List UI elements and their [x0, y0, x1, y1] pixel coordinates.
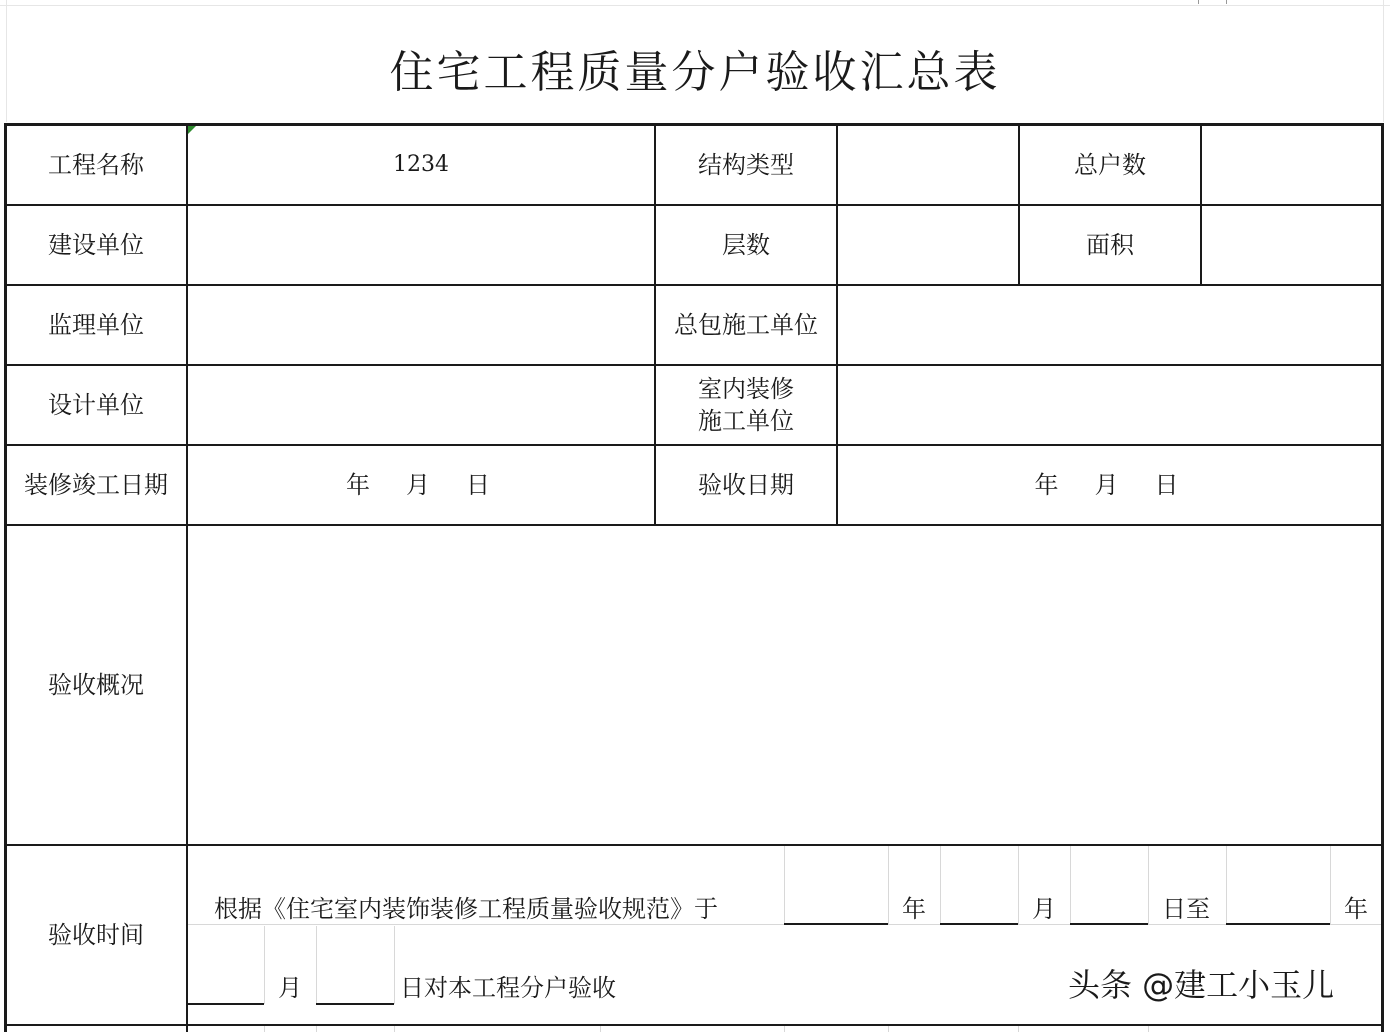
acceptance-date-label: 验收日期 [698, 471, 794, 499]
builder-value[interactable] [188, 206, 654, 284]
sheet-gridline [316, 1026, 317, 1032]
sheet-gridline [940, 846, 941, 924]
floors-value[interactable] [838, 206, 1018, 284]
sheet-gridline [264, 926, 265, 1004]
completion-date-value[interactable]: 年 月 日 [346, 471, 496, 499]
overview-value[interactable] [188, 526, 1381, 844]
sheet-gridline [394, 926, 395, 1004]
builder-label: 建设单位 [48, 231, 144, 259]
sheet-gridline [888, 1026, 889, 1032]
acceptance-time-prefix: 根据《住宅室内装饰装修工程质量验收规范》于 [214, 895, 718, 923]
blank-underline [1070, 923, 1148, 925]
interior-contractor-value[interactable] [838, 366, 1381, 444]
table-border-right [1381, 123, 1384, 1032]
row-divider [4, 844, 1384, 846]
acceptance-date-value[interactable]: 年 月 日 [1034, 471, 1185, 499]
interior-contractor-label-line1: 室内装修 [698, 375, 794, 403]
acceptance-time-label: 验收时间 [48, 921, 144, 949]
sheet-gridline [316, 926, 317, 1004]
interior-contractor-label-line2: 施工单位 [698, 407, 794, 435]
sheet-gridline [0, 5, 1390, 6]
sheet-gridline [1226, 846, 1227, 924]
overview-label: 验收概况 [48, 671, 144, 699]
general-contractor-value[interactable] [838, 286, 1381, 364]
project-name-label: 工程名称 [48, 151, 144, 179]
sheet-gridline [1226, 0, 1227, 4]
sheet-gridline [784, 846, 785, 924]
acceptance-time-day-to: 日至 [1162, 895, 1210, 923]
general-contractor-label: 总包施工单位 [674, 311, 818, 339]
floors-label: 层数 [722, 231, 770, 259]
page-title: 住宅工程质量分户验收汇总表 [389, 47, 1001, 98]
designer-value[interactable] [188, 366, 654, 444]
completion-date-label: 装修竣工日期 [24, 471, 168, 499]
acceptance-time-month: 月 [1032, 895, 1056, 923]
supervisor-label: 监理单位 [48, 311, 144, 339]
area-value[interactable] [1202, 206, 1381, 284]
total-households-label: 总户数 [1074, 151, 1146, 179]
acceptance-time-month2: 月 [278, 974, 302, 1002]
acceptance-time-year2: 年 [1344, 895, 1368, 923]
supervisor-value[interactable] [188, 286, 654, 364]
sheet-gridline [264, 1026, 265, 1032]
acceptance-time-year: 年 [902, 895, 926, 923]
sheet-gridline [1148, 846, 1149, 924]
sheet-gridline [1018, 846, 1019, 924]
sheet-gridline [600, 1026, 601, 1032]
row-divider [4, 1024, 1384, 1026]
watermark: 头条 @建工小玉儿 [1068, 966, 1335, 1004]
blank-underline [940, 923, 1018, 925]
area-label: 面积 [1086, 231, 1134, 259]
blank-underline [188, 1003, 264, 1005]
sheet-gridline [1198, 0, 1199, 4]
sheet-gridline [1070, 846, 1071, 924]
designer-label: 设计单位 [48, 391, 144, 419]
acceptance-time-suffix: 日对本工程分户验收 [400, 974, 616, 1002]
project-name-value[interactable]: 1234 [393, 152, 449, 177]
sheet-gridline [888, 846, 889, 924]
sheet-gridline [1148, 1026, 1149, 1032]
blank-underline [1226, 923, 1330, 925]
blank-underline [316, 1003, 394, 1005]
blank-underline [784, 923, 888, 925]
interior-contractor-label [656, 366, 836, 444]
structure-type-label: 结构类型 [698, 151, 794, 179]
total-households-value[interactable] [1202, 126, 1381, 204]
sheet-gridline [784, 1026, 785, 1032]
sheet-gridline [1018, 1026, 1019, 1032]
sheet-gridline [1330, 846, 1331, 924]
structure-type-value[interactable] [838, 126, 1018, 204]
sheet-gridline [394, 1026, 395, 1032]
